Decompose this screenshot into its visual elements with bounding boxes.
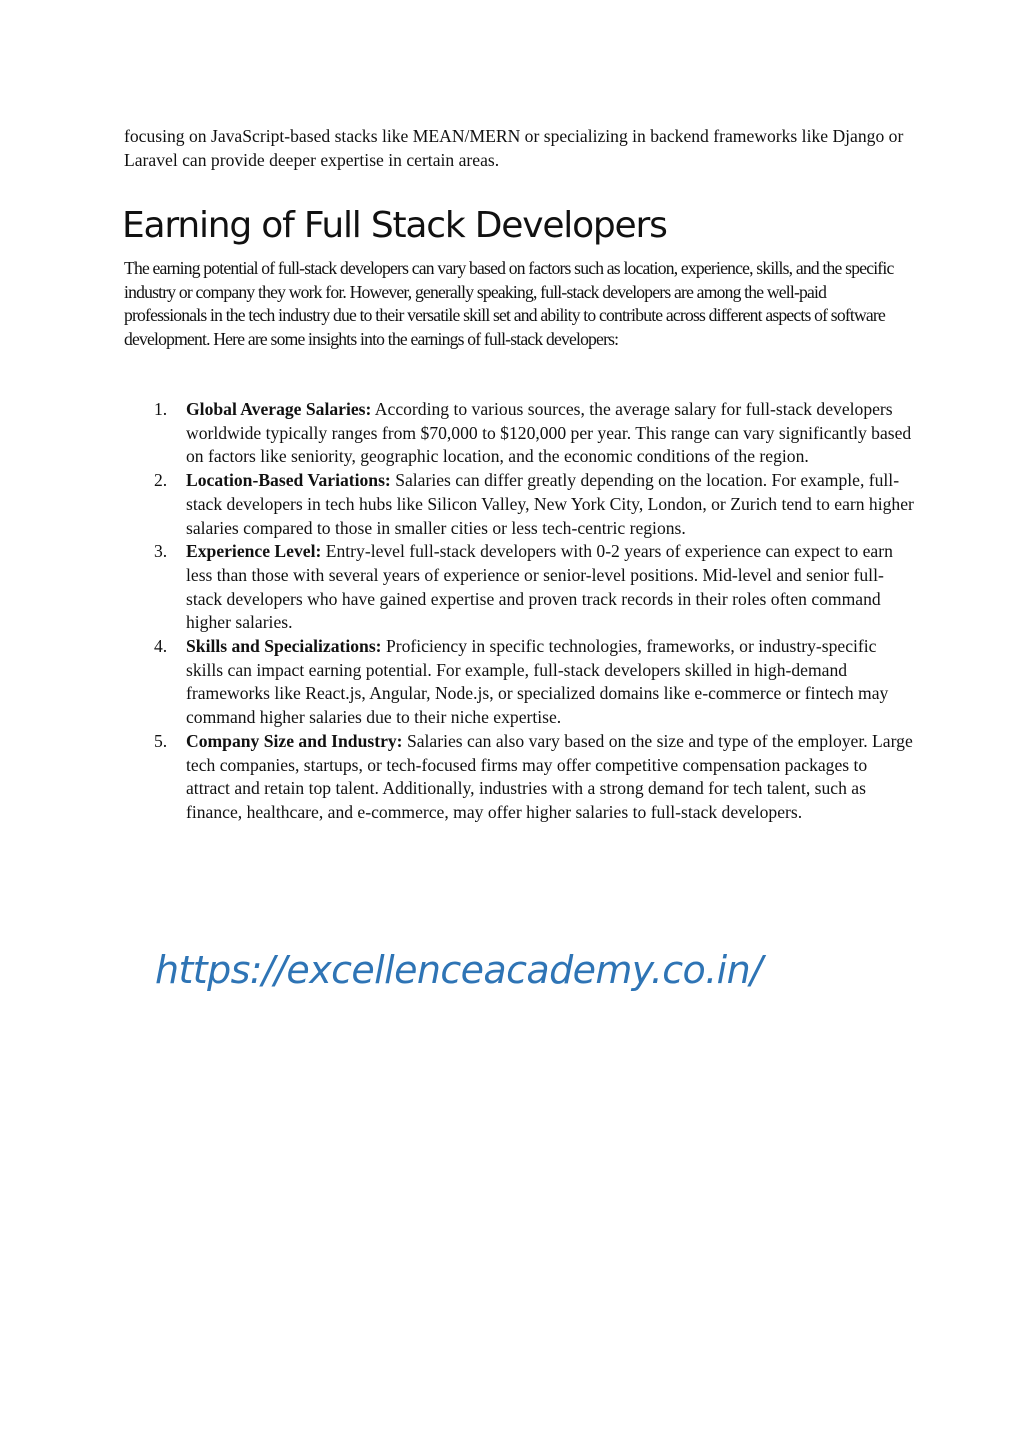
list-item-text: Proficiency in specific technologies, frameworks, or industry-specific skills can impact earning potential. For example, full-stack developers skilled in high-demand frameworks like React.js, Angular, Node.js, or specialized domains like e-commerce or fintech may command higher salaries due to their niche expertise.	[186, 636, 889, 728]
list-item-text: According to various sources, the average salary for full-stack developers worldwide typically ranges from $70,000 to $120,000 per year. This range can vary significantly based on factors like seniority, geographic location, and the economic conditions of the region.	[186, 399, 912, 467]
list-item-text: Entry-level full-stack developers with 0-2 years of experience can expect to earn less than those with several years of experience or senior-level positions. Mid-level and senior full-stack developers who have gained expertise and proven track records in their roles often command higher salaries.	[186, 541, 893, 633]
list-item-text: Salaries can differ greatly depending on the location. For example, full-stack developers in tech hubs like Silicon Valley, New York City, London, or Zurich tend to earn higher salaries compared to those in smaller cities or less tech-centric regions.	[186, 470, 914, 538]
list-item-title: Company Size and Industry:	[186, 730, 403, 751]
list-item	[124, 540, 914, 635]
list-item	[124, 469, 914, 540]
intro-paragraph: focusing on JavaScript-based stacks like MEAN/MERN or specializing in backend frameworks like Django or Laravel can provide deeper expertise in certain areas.	[124, 126, 904, 170]
body-paragraph: The earning potential of full-stack developers can vary based on factors such as location, experience, skills, and the specific industry or company they work for. However, generally speaking, full-stack developers are among the well-paid professionals in the tech industry due to their versatile skill set and ability to contribute across different aspects of software development. Here are some insights into the earnings of full-stack developers:	[124, 258, 894, 349]
list-item-text: Salaries can also vary based on the size and type of the employer. Large tech companies, startups, or tech-focused firms may offer competitive compensation packages to attract and retain top talent. Additionally, industries with a strong demand for tech talent, such as finance, healthcare, and e-commerce, may offer higher salaries to full-stack developers.	[186, 730, 913, 822]
list-item-title: Skills and Specializations:	[186, 636, 382, 657]
list-item-number: 2.	[154, 470, 168, 491]
list-item-number: 4.	[154, 636, 168, 657]
list-item	[124, 398, 914, 469]
list-item-number: 5.	[154, 730, 168, 751]
section-heading: Earning of Full Stack Developers	[122, 205, 667, 246]
list-item	[124, 730, 914, 825]
list-item	[124, 635, 914, 730]
list-item-title: Experience Level:	[186, 541, 322, 562]
earnings-list	[124, 398, 914, 825]
list-item-title: Location-Based Variations:	[186, 470, 391, 491]
list-item-number: 3.	[154, 541, 168, 562]
list-item-title: Global Average Salaries:	[186, 399, 372, 419]
website-link[interactable]: https://excellenceacademy.co.in/	[155, 948, 763, 992]
list-item-number: 1.	[154, 399, 168, 419]
